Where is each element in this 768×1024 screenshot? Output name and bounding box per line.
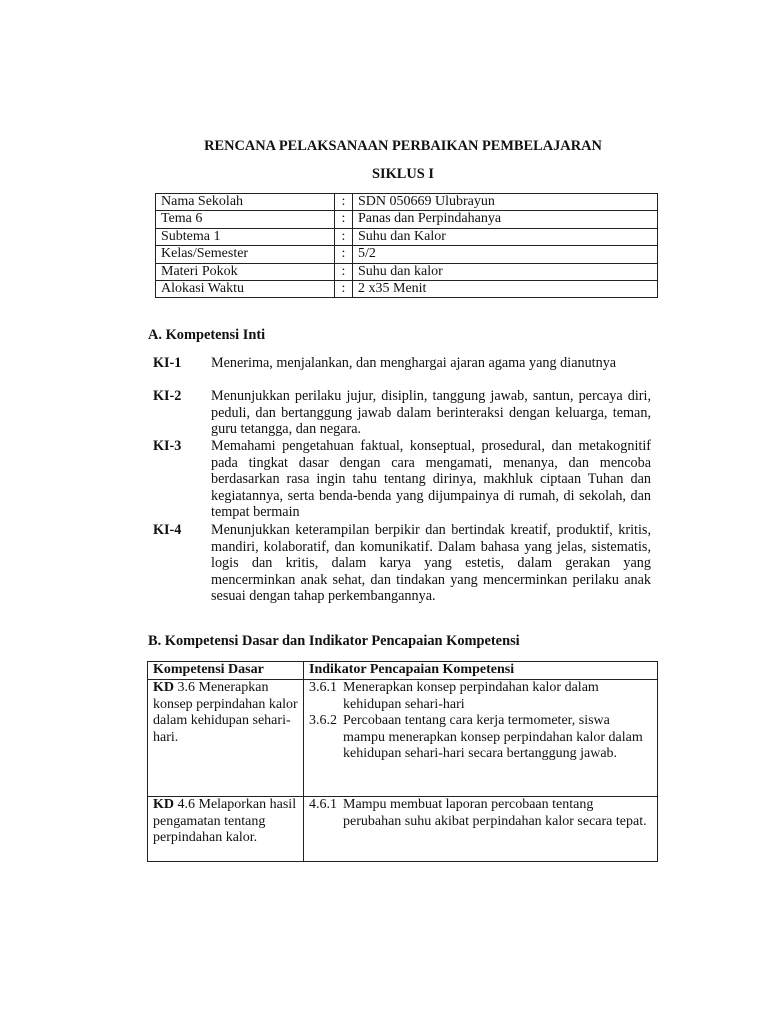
indicator-number: 3.6.1 [309,680,337,695]
info-separator: : [335,280,353,297]
info-value: Suhu dan Kalor [353,228,658,245]
table-row [148,797,658,862]
indicator-item [309,713,652,763]
indicator-text: Mampu membuat laporan percobaan tentang perubahan suhu akibat perpindahan kalor secara tepat. [343,797,647,829]
ki-text: Menunjukkan perilaku jujur, disiplin, tanggung jawab, santun, percaya diri, peduli, dan bertanggung jawab dalam berinteraksi dengan keluarga, teman, guru tetangga, dan negara. [211,388,651,438]
info-label: Nama Sekolah [156,194,335,211]
ki-text: Memahami pengetahuan faktual, konseptual, prosedural, dan metakognitif pada tingkat dasar dengan cara mengamati, menanya, dan mencoba berdasarkan rasa ingin tahu tentang dirinya, makhluk ciptaan Tuhan dan kegiatannya, serta benda-benda yang dijumpainya di rumah, di sekolah, dan tempat bermain [211,438,651,521]
info-separator: : [335,194,353,211]
indicator-text: Menerapkan konsep perpindahan kalor dalam kehidupan sehari-hari [343,680,599,712]
ki-label: KI-1 [153,355,182,371]
info-value: Suhu dan kalor [353,263,658,280]
table-row [156,246,658,263]
ki-item [153,438,651,521]
kd-label: KD [153,680,174,695]
info-label: Subtema 1 [156,228,335,245]
ki-item [153,355,651,372]
table-row [148,680,658,797]
ki-label: KI-4 [153,522,182,538]
info-label: Alokasi Waktu [156,280,335,297]
indicator-text: Percobaan tentang cara kerja termometer, siswa mampu menerapkan konsep perpindahan kalor dalam kehidupan sehari-hari secara bertanggung jawab. [343,713,643,762]
info-label: Tema 6 [156,211,335,228]
ki-text: Menerima, menjalankan, dan menghargai ajaran agama yang dianutnya [211,355,617,371]
table-header-row [148,662,658,680]
document-title: RENCANA PELAKSANAAN PERBAIKAN PEMBELAJARAN [204,138,602,154]
info-value: 5/2 [353,246,658,263]
ki-label: KI-2 [153,388,182,404]
indicator-number: 4.6.1 [309,797,337,812]
info-value: SDN 050669 Ulubrayun [353,194,658,211]
kd-label: KD [153,797,174,812]
kd-text: 4.6 Melaporkan hasil pengamatan tentang perpindahan kalor. [153,797,297,846]
indicator-cell [304,797,658,862]
indicator-item [309,680,652,713]
ki-label: KI-3 [153,438,182,454]
info-value: 2 x35 Menit [353,280,658,297]
info-separator: : [335,246,353,263]
info-label: Kelas/Semester [156,246,335,263]
ki-item [153,388,651,438]
section-a-heading: A. Kompetensi Inti [148,327,266,343]
document-subtitle: SIKLUS I [372,166,434,182]
info-separator: : [335,228,353,245]
school-info-table [155,193,658,298]
info-separator: : [335,211,353,228]
competency-table [147,661,658,862]
indicator-cell [304,680,658,797]
column-header-kd: Kompetensi Dasar [148,662,304,680]
table-row [156,194,658,211]
ki-text: Menunjukkan keterampilan berpikir dan bertindak kreatif, produktif, kritis, mandiri, kolaboratif, dan komunikatif. Dalam bahasa yang jelas, sistematis, logis dan kritis, dalam karya yang estetis, dalam gerakan yang mencerminkan anak sehat, dan tindakan yang mencerminkan perilaku anak sesuai dengan tahap perkembangannya. [211,522,651,605]
table-row [156,211,658,228]
info-value: Panas dan Perpindahanya [353,211,658,228]
table-row [156,280,658,297]
indicator-number: 3.6.2 [309,713,337,729]
kd-cell [148,680,304,797]
ki-item [153,522,651,605]
section-b-heading: B. Kompetensi Dasar dan Indikator Pencapaian Kompetensi [148,633,520,649]
table-row [156,263,658,280]
table-row [156,228,658,245]
kd-text: 3.6 Menerapkan konsep perpindahan kalor dalam kehidupan sehari-hari. [153,680,298,745]
column-header-indicator: Indikator Pencapaian Kompetensi [304,662,658,680]
info-label: Materi Pokok [156,263,335,280]
indicator-item [309,797,652,830]
kd-cell [148,797,304,862]
info-separator: : [335,263,353,280]
